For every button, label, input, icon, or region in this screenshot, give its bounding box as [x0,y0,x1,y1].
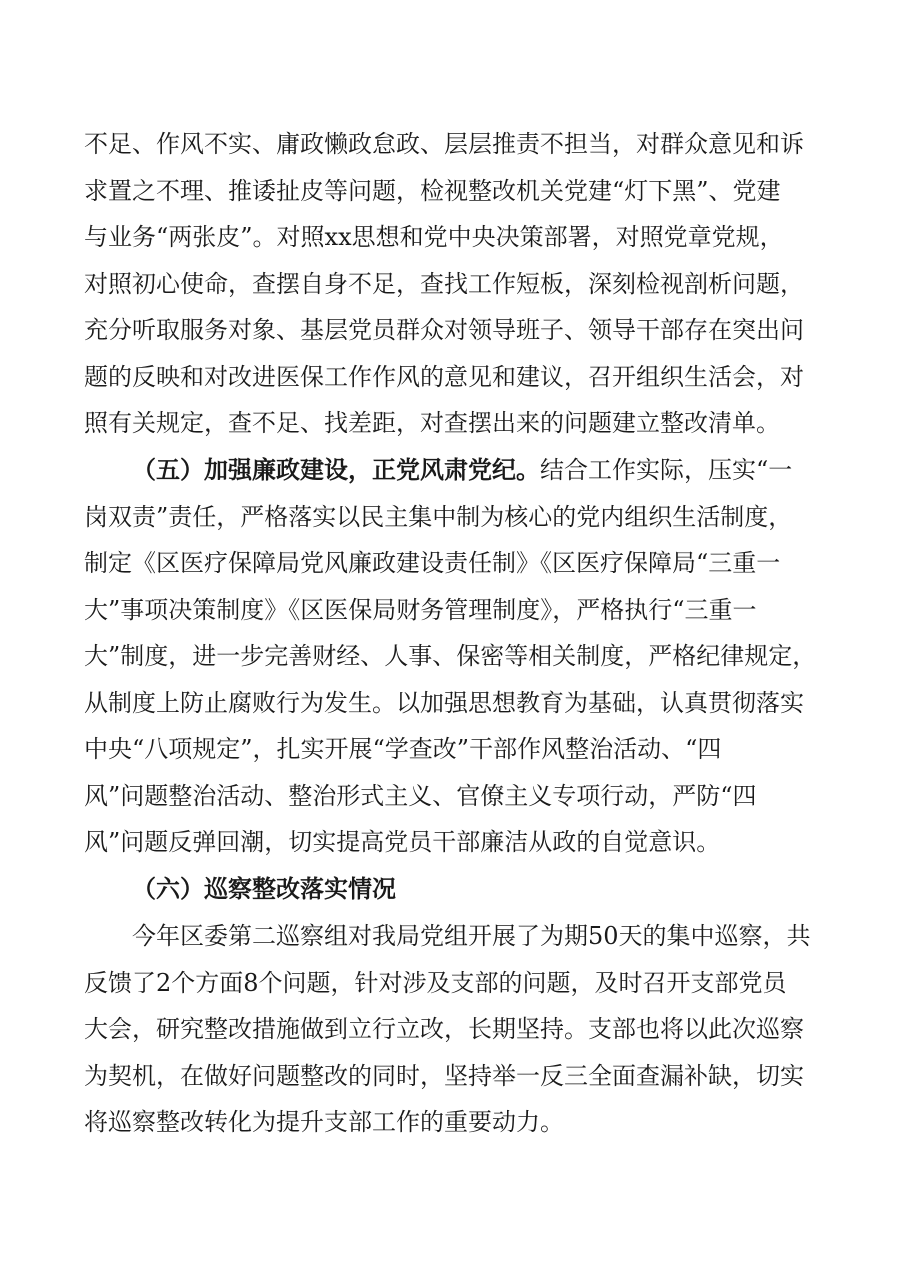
section-five-heading: （五）加强廉政建设，正党风肃党纪。 [132,455,540,484]
paragraph-line: 为契机，在做好问题整改的同时，坚持举一反三全面查漏补缺，切实 [84,1061,804,1090]
paragraph-line: 将巡察整改转化为提升支部工作的重要动力。 [84,1108,564,1136]
paragraph-line: 充分听取服务对象、基层党员群众对领导班子、领导干部存在突出问 [84,316,804,344]
section-six-paragraph [84,913,824,1146]
paragraph-run: 结合工作实际，压实“一 [540,456,793,484]
paragraph-line: 风”问题整治活动、整治形式主义、官僚主义专项行动，严防“四 [84,781,757,810]
paragraph-line: 制定《区医疗保障局党风廉政建设责任制》《区医疗保障局“三重一 [84,549,781,577]
section-six-heading-block [84,866,824,913]
paragraph-line: 题的反映和对改进医保工作作风的意见和建议，召开组织生活会，对 [84,362,804,391]
paragraph-line: 风”问题反弹回潮，切实提高党员干部廉洁从政的自觉意识。 [84,828,721,856]
paragraph-line: 求置之不理、推诿扯皮等问题，检视整改机关党建“灯下黑”、党建 [84,176,781,205]
paragraph-line: 从制度上防止腐败行为发生。以加强思想教育为基础，认真贯彻落实 [84,688,804,717]
paragraph-line: 对照初心使命，查摆自身不足，查找工作短板，深刻检视剖析问题， [84,269,804,298]
paragraph-line: 与业务“两张皮”。对照xx思想和党中央决策部署，对照党章党规， [84,223,784,251]
paragraph-first-line [84,447,824,494]
section-five-paragraph [84,447,824,866]
paragraph-line: 不足、作风不实、庸政懒政怠政、层层推责不担当，对群众意见和诉 [84,130,804,158]
paragraph-line: 大”制度，进一步完善财经、人事、保密等相关制度，严格纪律规定， [84,642,817,670]
paragraph-line: 大”事项决策制度》《区医保局财务管理制度》，严格执行“三重一 [84,595,757,624]
paragraph-line: 大会，研究整改措施做到立行立改，长期坚持。支部也将以此次巡察 [84,1015,804,1043]
paragraph-first-line: 今年区委第二巡察组对我局党组开展了为期50天的集中巡察，共 [132,922,811,950]
paragraph-line: 照有关规定，查不足、找差距，对查摆出来的问题建立整改清单。 [84,409,780,437]
paragraph-line: 反馈了2个方面8个问题，针对涉及支部的问题，及时召开支部党员 [84,968,787,997]
section-six-heading: （六）巡察整改落实情况 [132,874,396,903]
paragraph-line: 中央“八项规定”，扎实开展“学查改”干部作风整治活动、“四 [84,735,722,763]
section-four-paragraph [84,121,824,447]
paragraph-line: 岗双责”责任，严格落实以民主集中制为核心的党内组织生活制度， [84,502,793,531]
